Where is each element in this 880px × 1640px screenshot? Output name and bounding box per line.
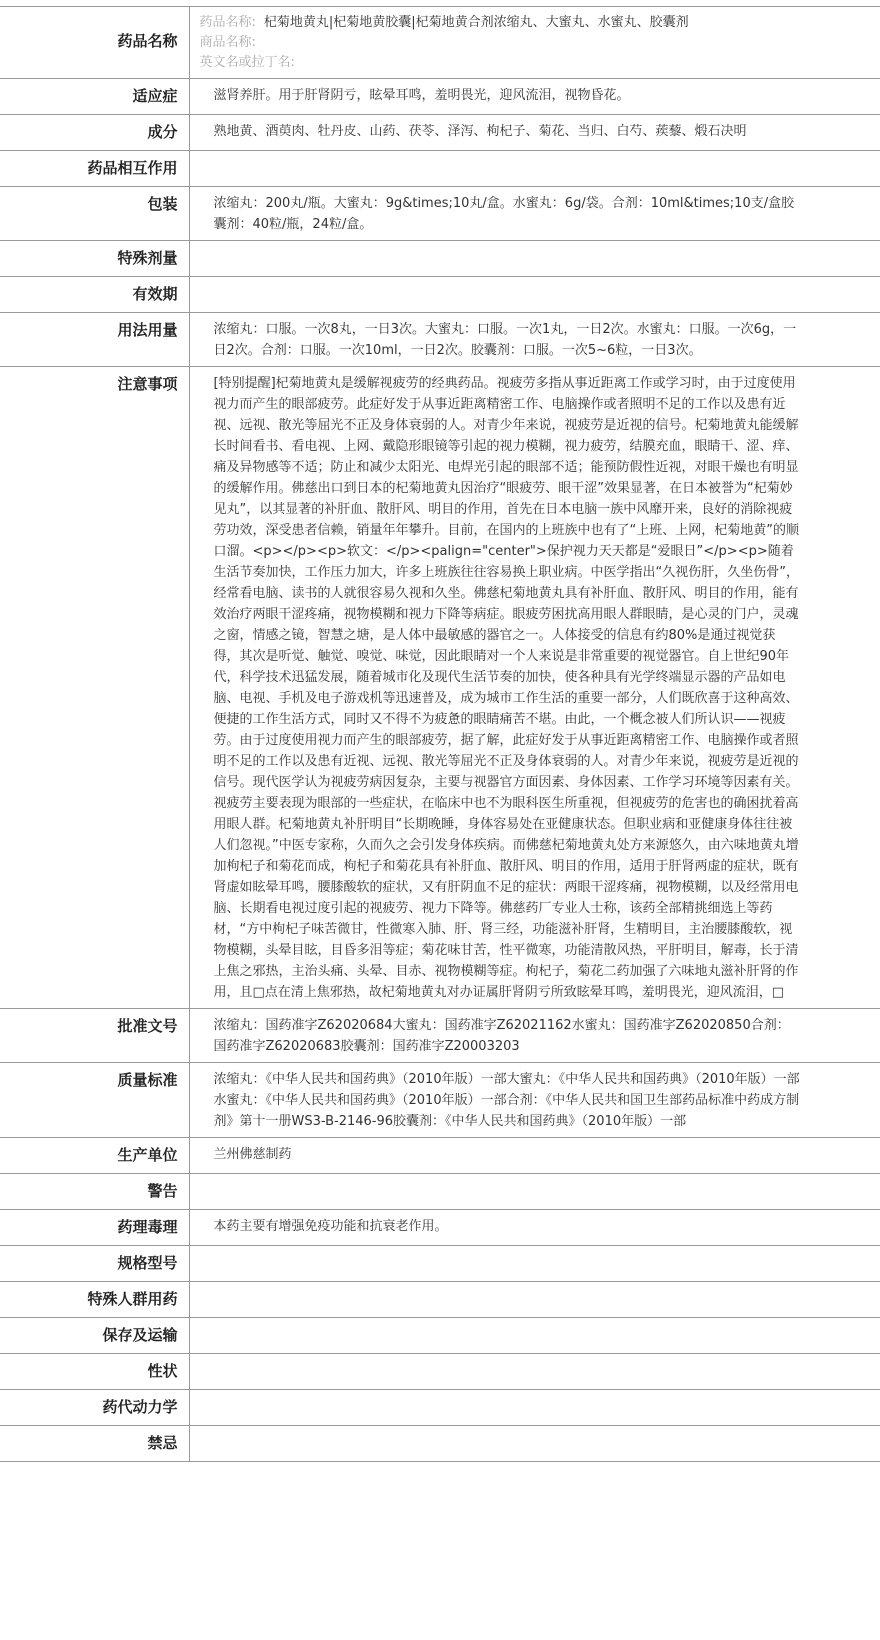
row-usage-dosage [0,313,880,367]
row-contraindications [0,1426,880,1462]
row-label-drug-name: 药品名称 [0,7,189,79]
row-value-indication: 滋肾养肝。用于肝肾阴亏，眩晕耳鸣，羞明畏光，迎风流泪，视物昏花。 [213,88,630,103]
row-label-manufacturer: 生产单位 [0,1138,189,1174]
row-label-interactions: 药品相互作用 [0,151,189,187]
row-quality-standard [0,1063,880,1138]
generic-name-line [200,13,801,33]
row-label-packaging: 包装 [0,187,189,241]
row-shelf-life [0,277,880,313]
row-label-appearance: 性状 [0,1354,189,1390]
trade-name-line [200,33,801,53]
row-value-storage-transport [189,1318,880,1354]
row-value-contraindications [189,1426,880,1462]
row-label-warning: 警告 [0,1174,189,1210]
row-special-dosage [0,241,880,277]
row-packaging [0,187,880,241]
row-label-shelf-life: 有效期 [0,277,189,313]
row-label-indication: 适应症 [0,79,189,115]
row-value-interactions [189,151,880,187]
row-precautions [0,367,880,1009]
row-value-approval-number: 浓缩丸：国药准字Z62020684大蜜丸：国药准字Z62021162水蜜丸：国药准字Z62020850合剂：国药准字Z62020683胶囊剂：国药准字Z20003203 [213,1018,790,1054]
row-value-quality-standard: 浓缩丸：《中华人民共和国药典》（2010年版）一部大蜜丸：《中华人民共和国药典》（2010年版）一部水蜜丸：《中华人民共和国药典》（2010年版）一部合剂：《中华人民共和国卫生部药品标准中药成方制剂》第十一册WS3-B-2146-96胶囊剂：《中华人民共和国药典》（2010年版）一部 [213,1072,800,1129]
row-label-precautions: 注意事项 [0,367,189,1009]
row-value-manufacturer: 兰州佛慈制药 [213,1147,292,1162]
row-value-special-population [189,1282,880,1318]
row-value-drug-name [189,7,880,79]
row-pharmacokinetics [0,1390,880,1426]
row-label-usage-dosage: 用法用量 [0,313,189,367]
row-label-approval-number: 批准文号 [0,1009,189,1063]
row-drug-name [0,7,880,79]
row-label-storage-transport: 保存及运输 [0,1318,189,1354]
row-label-special-dosage: 特殊剂量 [0,241,189,277]
row-value-precautions: [特别提醒]杞菊地黄丸是缓解视疲劳的经典药品。视疲劳多指从事近距离工作或学习时，由于过度使用视力而产生的眼部疲劳。此症好发于从事近距离精密工作、电脑操作或者照明不足的工作以及患有近视、远视、散光等屈光不正及身体衰弱的人。对青少年来说，视疲劳是近视的信号。杞菊地黄丸能缓解长时间看书、看电视、上网、戴隐形眼镜等引起的视力模糊，视力疲劳，结膜充血，眼睛干、涩、痒、痛及异物感等不适；防止和减少太阳光、电焊光引起的眼部不适；能预防假性近视，对眼干燥也有明显的缓解作用。佛慈出口到日本的杞菊地黄丸因治疗“眼疲劳、眼干涩”效果显著，在日本被誉为“杞菊妙见丸”，以其显著的补肝血、散肝风、明目的作用，首先在日本电脑一族中风靡开来，良好的消除视疲劳功效，深受患者信赖，销量年年攀升。目前，在国内的上班族中也有了“上班、上网，杞菊地黄”的顺口溜。<p></p><p>软文：</p><palign="center">保护视力天天都是“爱眼日”</p><p>随着生活节奏加快，工作压力加大，许多上班族往往容易换上职业病。中医学指出“久视伤肝，久坐伤骨”，经常看电脑、读书的人就很容易久视和久坐。佛慈杞菊地黄丸具有补肝血、散肝风、明目的作用，能有效治疗两眼干涩疼痛，视物模糊和视力下降等病症。眼疲劳困扰高用眼人群眼睛，是心灵的门户，灵魂之窗，情感之镜，智慧之塘，是人体中最敏感的器官之一。人体接受的信息有约80%是通过视觉获得，其次是听觉、触觉、嗅觉、味觉，因此眼睛对一个人来说是非常重要的视觉器官。自上世纪90年代，科学技术迅猛发展，随着城市化及现代生活节奏的加快，使各种具有光学终端显示器的产品如电脑、电视、手机及电子游戏机等迅速普及，成为城市工作生活的重要一部分，人们既欣喜于这种高效、便捷的工作生活方式，同时又不得不为疲惫的眼睛痛苦不堪。由此，一个概念被人们所认识——视疲劳。由于过度使用视力而产生的眼部疲劳，据了解，此症好发于从事近距离精密工作、电脑操作或者照明不足的工作以及患有近视、远视、散光等屈光不正及身体衰弱的人。对青少年来说，视疲劳是近视的信号。现代医学认为视疲劳病因复杂，主要与视器官方面因素、身体因素、工作学习环境等因素有关。视疲劳主要表现为眼部的一些症状，在临床中也不为眼科医生所重视，但视疲劳的危害也的确困扰着高用眼人群。杞菊地黄丸补肝明目“长期晚睡，身体容易处在亚健康状态。但职业病和亚健康身体往往被人们忽视。”中医专家称，久而久之会引发身体疾病。而佛慈杞菊地黄丸处方来源悠久，由六味地黄丸增加枸杞子和菊花而成，枸杞子和菊花具有补肝血、散肝风、明目的作用，适用于肝肾两虚的症状，既有肾虚如眩晕耳鸣，腰膝酸软的症状，又有肝阴血不足的症状：两眼干涩疼痛，视物模糊，以及经常用电脑、长期看电视过度引起的视疲劳、视力下降等。佛慈药厂专业人士称，该药全部精挑细选上等药材，“方中枸杞子味苦微甘，性微寒入肺、肝、肾三经，功能滋补肝肾，生精明目，主治腰膝酸软，视物模糊，头晕目眩，目昏多泪等症；菊花味甘苦，性平微寒，功能清散风热，平肝明目，解毒，长于清上焦之邪热，主治头痛、头晕、目赤、视物模糊等症。枸杞子，菊花二药加强了六味地丸滋补肝肾的作用，且□点在清上焦邪热，故杞菊地黄丸对办证属肝肾阴亏所致眩晕耳鸣，羞明畏光，迎风流泪，□ [213,376,799,1000]
row-specification [0,1246,880,1282]
row-appearance [0,1354,880,1390]
row-value-pharmacokinetics [189,1390,880,1426]
row-value-pharmacology: 本药主要有增强免疫功能和抗衰老作用。 [213,1219,448,1234]
trade-name-key: 商品名称: [199,35,256,50]
row-special-population [0,1282,880,1318]
generic-name-key: 药品名称: [199,15,256,30]
row-interactions [0,151,880,187]
row-label-contraindications: 禁忌 [0,1426,189,1462]
drug-info-table [0,6,880,1462]
row-label-pharmacology: 药理毒理 [0,1210,189,1246]
row-label-ingredients: 成分 [0,115,189,151]
generic-name-value: 杞菊地黄丸|杞菊地黄胶囊|杞菊地黄合剂浓缩丸、大蜜丸、水蜜丸、胶囊剂 [263,15,689,30]
row-value-warning [189,1174,880,1210]
row-value-packaging: 浓缩丸：200丸/瓶。大蜜丸：9g&times;10丸/盒。水蜜丸：6g/袋。合剂：10ml&times;10支/盒胶囊剂：40粒/瓶，24粒/盒。 [213,196,795,232]
row-value-ingredients: 熟地黄、酒萸肉、牡丹皮、山药、茯苓、泽泻、枸杞子、菊花、当归、白芍、蒺藜、煅石决明 [213,124,747,139]
row-label-specification: 规格型号 [0,1246,189,1282]
row-manufacturer [0,1138,880,1174]
row-approval-number [0,1009,880,1063]
row-warning [0,1174,880,1210]
row-value-usage-dosage: 浓缩丸：口服。一次8丸，一日3次。大蜜丸：口服。一次1丸，一日2次。水蜜丸：口服。一次6g，一日2次。合剂：口服。一次10ml，一日2次。胶囊剂：口服。一次5~6粒，一日3次。 [213,322,797,358]
row-storage-transport [0,1318,880,1354]
row-ingredients [0,115,880,151]
row-value-appearance [189,1354,880,1390]
row-value-specification [189,1246,880,1282]
row-label-quality-standard: 质量标准 [0,1063,189,1138]
row-label-pharmacokinetics: 药代动力学 [0,1390,189,1426]
row-pharmacology [0,1210,880,1246]
english-name-line [200,53,801,73]
row-value-special-dosage [189,241,880,277]
english-name-key: 英文名或拉丁名: [199,55,295,70]
row-value-shelf-life [189,277,880,313]
row-indication [0,79,880,115]
row-label-special-population: 特殊人群用药 [0,1282,189,1318]
